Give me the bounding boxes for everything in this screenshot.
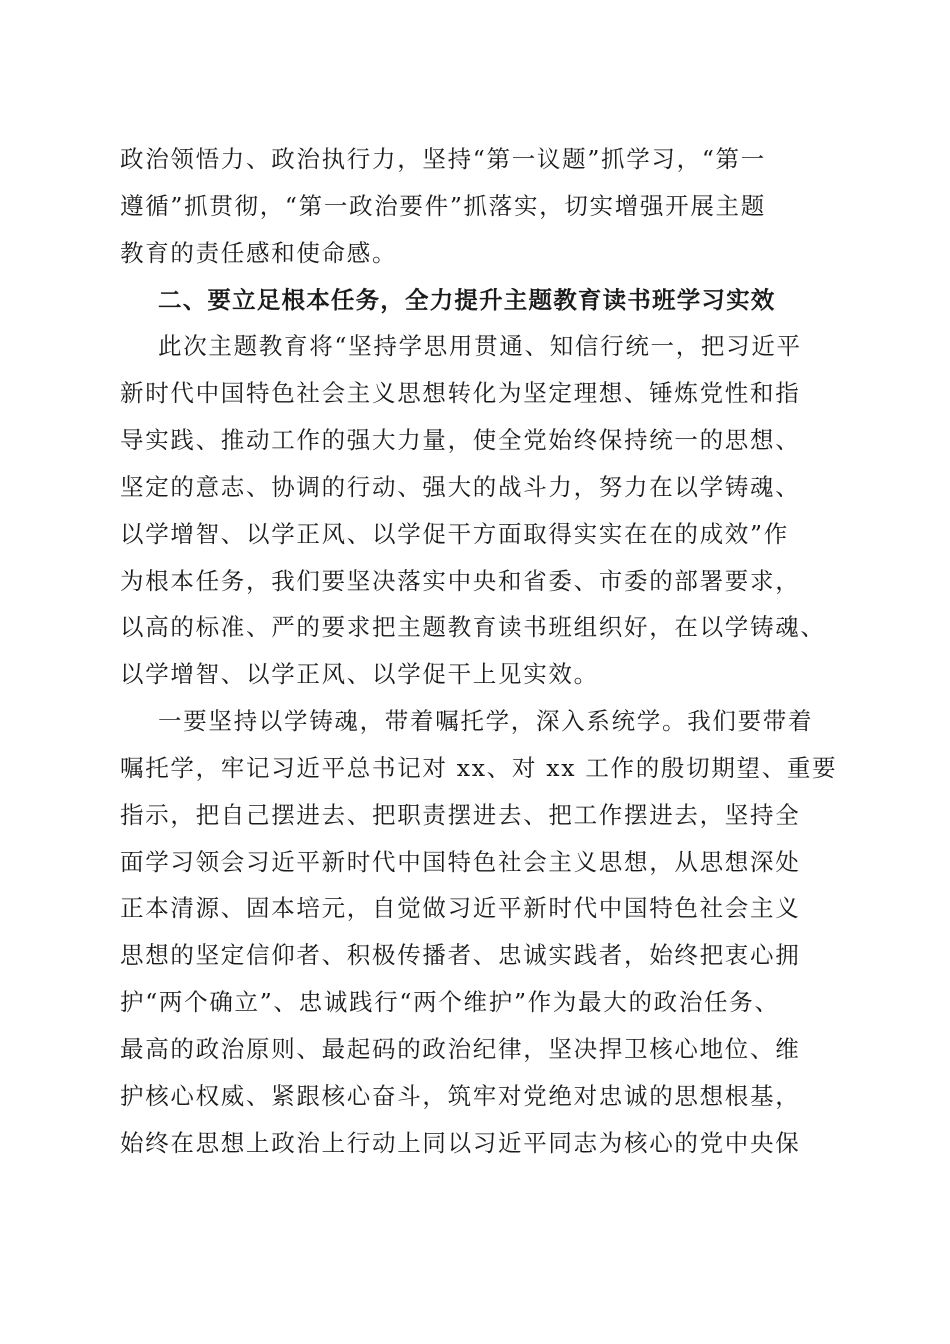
intro-line: 教育的责任感和使命感。 xyxy=(120,239,398,267)
paragraph-line: 正本清源、固本培元，自觉做习近平新时代中国特色社会主义 xyxy=(120,894,801,922)
intro-line: 政治领悟力、政治执行力，坚持“第一议题”抓学习，“第一 xyxy=(120,145,766,173)
paragraph-line: 一要坚持以学铸魂，带着嘱托学，深入系统学。我们要带着 xyxy=(158,707,814,735)
paragraph-line: 最高的政治原则、最起码的政治纪律，坚决捍卫核心地位、维 xyxy=(120,1035,801,1063)
paragraph-line: 新时代中国特色社会主义思想转化为坚定理想、锤炼党性和指 xyxy=(120,379,801,407)
paragraph-line: 护“两个确立”、忠诚践行“两个维护”作为最大的政治任务、 xyxy=(120,988,780,1016)
intro-line: 遵循”抓贯彻，“第一政治要件”抓落实，切实增强开展主题 xyxy=(120,192,766,220)
paragraph-line: 以高的标准、严的要求把主题教育读书班组织好，在以学铸魂、 xyxy=(120,613,826,641)
paragraph-line: 坚定的意志、协调的行动、强大的战斗力，努力在以学铸魂、 xyxy=(120,473,801,501)
paragraph-line: 以学增智、以学正风、以学促干方面取得实实在在的成效”作 xyxy=(120,520,789,548)
paragraph-line: 为根本任务，我们要坚决落实中央和省委、市委的部署要求， xyxy=(120,567,801,595)
paragraph-line: 面学习领会习近平新时代中国特色社会主义思想，从思想深处 xyxy=(120,848,801,876)
paragraph-line: 护核心权威、紧跟核心奋斗，筑牢对党绝对忠诚的思想根基， xyxy=(120,1082,801,1110)
section-heading: 二、要立足根本任务，全力提升主题教育读书班学习实效 xyxy=(158,286,776,314)
paragraph-line: 以学增智、以学正风、以学促干上见实效。 xyxy=(120,660,599,688)
paragraph-line: 始终在思想上政治上行动上同以习近平同志为核心的党中央保 xyxy=(120,1129,801,1157)
paragraph-line: 此次主题教育将“坚持学思用贯通、知信行统一，把习近平 xyxy=(158,332,802,360)
paragraph-line: 指示，把自己摆进去、把职责摆进去、把工作摆进去，坚持全 xyxy=(120,801,801,829)
paragraph-line: 思想的坚定信仰者、积极传播者、忠诚实践者，始终把衷心拥 xyxy=(120,941,801,969)
paragraph-line: 嘱托学，牢记习近平总书记对 xx、对 xx 工作的殷切期望、重要 xyxy=(120,754,838,782)
paragraph-line: 导实践、推动工作的强大力量，使全党始终保持统一的思想、 xyxy=(120,426,801,454)
